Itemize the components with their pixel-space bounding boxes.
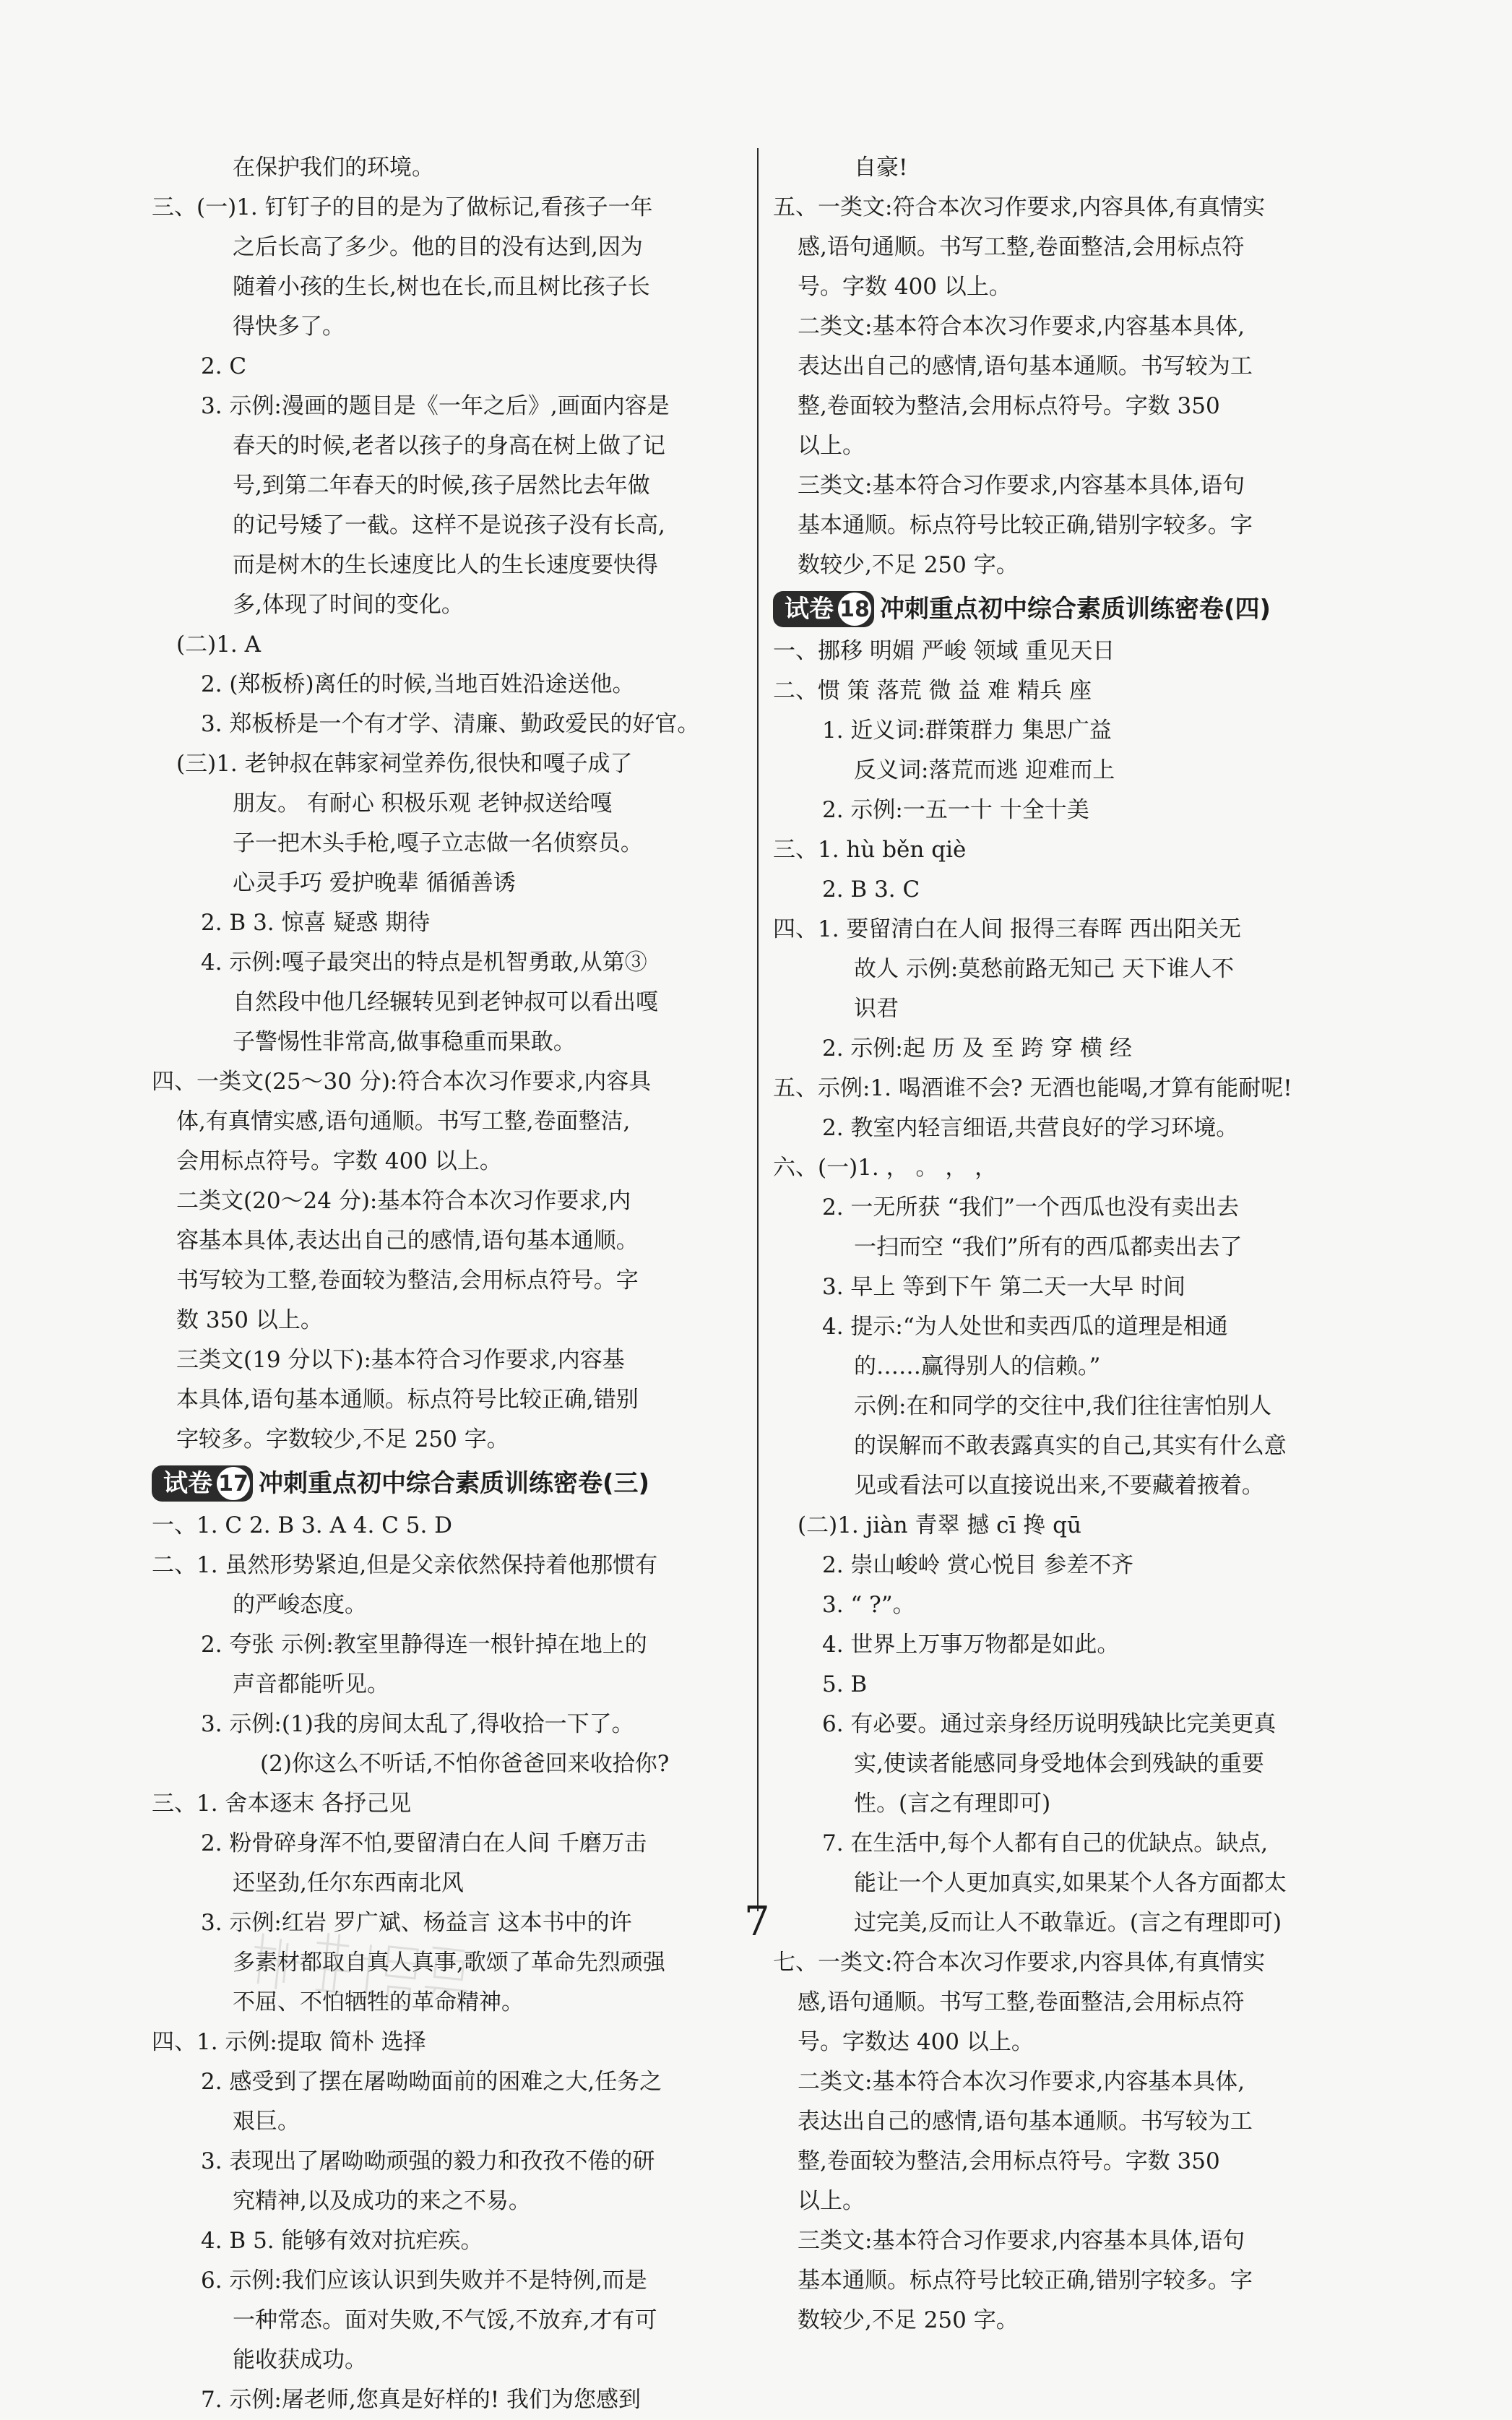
answer-line: 以上。 [798,433,865,459]
answer-line: 三类文:基本符合习作要求,内容基本具体,语句 [798,2228,1245,2254]
answer-line: 二、1. 虽然形势紧迫,但是父亲依然保持着他那惯有 [152,1552,658,1578]
answer-line: 2. C [201,353,247,379]
answer-line: 随着小孩的生长,树也在长,而且树比孩子长 [233,274,650,300]
answer-line: 2. 崇山峻岭 赏心悦目 参差不齐 [822,1552,1134,1578]
answer-line: 子警惕性非常高,做事稳重而果敢。 [233,1029,576,1055]
answer-line: 故人 示例:莫愁前路无知己 天下谁人不 [854,956,1235,982]
answer-line: 整,卷面较为整洁,会用标点符号。字数 350 [798,2148,1220,2174]
answer-line: 不屈、不怕牺牲的革命精神。 [233,1989,524,2015]
answer-line: 一扫而空 “我们”所有的西瓜都卖出去了 [854,1234,1243,1260]
answer-line: 书写较为工整,卷面较为整洁,会用标点符号。字 [176,1267,639,1293]
answer-line: 数 350 以上。 [176,1307,323,1333]
answer-line: 容基本具体,表达出自己的感情,语句基本通顺。 [176,1228,639,1254]
answer-line: 之后长高了多少。他的目的没有达到,因为 [233,234,643,260]
answer-line: 识君 [854,996,899,1022]
answer-line: 2. 感受到了摆在屠呦呦面前的困难之大,任务之 [201,2069,662,2095]
answer-line: 艰巨。 [233,2109,300,2135]
answer-line: 2. 示例:一五一十 十全十美 [822,797,1089,823]
answer-line: 2. 教室内轻言细语,共营良好的学习环境。 [822,1115,1239,1141]
answer-line: 7. 在生活中,每个人都有自己的优缺点。缺点, [822,1830,1269,1856]
answer-line: 五、一类文:符合本次习作要求,内容具体,有真情实 [773,194,1266,220]
answer-line: 6. 有必要。通过亲身经历说明残缺比完美更真 [822,1711,1276,1737]
answer-line: 还坚劲,任尔东西南北风 [233,1870,464,1896]
answer-line: 一种常态。面对失败,不气馁,不放弃,才有可 [233,2307,657,2333]
answer-line: 表达出自己的感情,语句基本通顺。书写较为工 [798,2109,1253,2135]
answer-line: 声音都能听见。 [233,1671,389,1697]
answer-line: 7. 示例:屠老师,您真是好样的! 我们为您感到 [201,2387,641,2413]
answer-line: 3. 表现出了屠呦呦顽强的毅力和孜孜不倦的研 [201,2148,655,2174]
answer-line: (2)你这么不听话,不怕你爸爸回来收拾你? [260,1751,670,1777]
answer-line: 反义词:落荒而逃 迎难而上 [854,757,1115,783]
paper-badge [773,591,874,627]
answer-line: 体,有真情实感,语句通顺。书写工整,卷面整洁, [176,1108,631,1134]
answer-line: 三类文(19 分以下):基本符合习作要求,内容基 [176,1347,625,1373]
column-divider [757,148,759,1911]
paper-badge-label: 试卷 [163,1468,212,1498]
answer-line: 5. B [822,1671,868,1697]
answer-line: 四、一类文(25～30 分):符合本次习作要求,内容具 [152,1069,652,1095]
answer-line: 表达出自己的感情,语句基本通顺。书写较为工 [798,353,1253,379]
answer-line: 自然段中他几经辗转见到老钟叔可以看出嘎 [233,989,658,1015]
page-number: 7 [744,1898,770,1945]
answer-line: 的记号矮了一截。这样不是说孩子没有长高, [233,512,665,538]
answer-line: 过完美,反而让人不敢靠近。(言之有理即可) [854,1910,1282,1936]
paper-badge-label: 试卷 [785,594,834,624]
answer-line: 的……赢得别人的信赖。” [854,1353,1101,1379]
answer-line: 性。(言之有理即可) [854,1791,1051,1817]
answer-line: 整,卷面较为整洁,会用标点符号。字数 350 [798,393,1220,419]
answer-line: 4. 提示:“为人处世和卖西瓜的道理是相通 [822,1314,1228,1340]
paper-header [773,588,1387,630]
answer-line: (三)1. 老钟叔在韩家祠堂养伤,很快和嘎子成了 [176,751,633,777]
answer-line: 能收获成功。 [233,2347,367,2373]
answer-line: 一、挪移 明媚 严峻 领域 重见天日 [773,638,1115,664]
answer-line: 多,体现了时间的变化。 [233,592,464,618]
answer-line: 得快多了。 [233,314,345,340]
answer-line: 自豪! [854,155,908,181]
answer-line: 的严峻态度。 [233,1592,367,1618]
answer-line: 心灵手巧 爱护晚辈 循循善诱 [233,870,516,896]
answer-line: 一、1. C 2. B 3. A 4. C 5. D [152,1512,453,1538]
answer-line: 多素材都取自真人真事,歌颂了革命先烈顽强 [233,1950,665,1976]
answer-line: 数较少,不足 250 字。 [798,552,1019,578]
answer-line: 基本通顺。标点符号比较正确,错别字较多。字 [798,512,1253,538]
answer-line: 子一把木头手枪,嘎子立志做一名侦察员。 [233,830,643,856]
paper-header [152,1463,746,1504]
answer-line: 三、1. hù běn qiè [773,837,967,863]
answer-line: 四、1. 要留清白在人间 报得三春晖 西出阳关无 [773,916,1242,942]
answer-line: 3. 早上 等到下午 第二天一大早 时间 [822,1274,1185,1300]
answer-line: 2. 示例:起 历 及 至 跨 穿 横 经 [822,1035,1132,1062]
answer-line: 感,语句通顺。书写工整,卷面整洁,会用标点符 [798,234,1245,260]
answer-line: 实,使读者能感同身受地体会到残缺的重要 [854,1751,1264,1777]
paper-number: 18 [838,593,871,626]
answer-line: 二类文:基本符合本次习作要求,内容基本具体, [798,314,1245,340]
answer-line: 在保护我们的环境。 [233,155,434,181]
answer-line: 六、(一)1. ， 。 ， ， [773,1155,998,1181]
answer-line: 而是树木的生长速度比人的生长速度要快得 [233,552,658,578]
answer-line: 2. B 3. C [822,877,920,903]
answer-line: 号。字数 400 以上。 [798,274,1011,300]
right-column [773,148,1387,2341]
answer-line: 二、惯 策 落荒 微 益 难 精兵 座 [773,678,1092,704]
answer-line: 2. 一无所获 “我们”一个西瓜也没有卖出去 [822,1194,1239,1220]
answer-line: 4. 世界上万事万物都是如此。 [822,1632,1120,1658]
answer-line: 3. 示例:漫画的题目是《一年之后》,画面内容是 [201,393,670,419]
answer-line: 本具体,语句基本通顺。标点符号比较正确,错别 [176,1387,639,1413]
answer-line: 感,语句通顺。书写工整,卷面整洁,会用标点符 [798,1989,1245,2015]
answer-line: 2. 夸张 示例:教室里静得连一根针掉在地上的 [201,1632,647,1658]
answer-line: 三类文:基本符合习作要求,内容基本具体,语句 [798,473,1245,499]
answer-line: 朋友。 有耐心 积极乐观 老钟叔送给嘎 [233,791,613,817]
answer-line: 4. B 5. 能够有效对抗疟疾。 [201,2228,483,2254]
answer-line: 4. 示例:嘎子最突出的特点是机智勇敢,从第③ [201,950,647,976]
paper-title: 冲刺重点初中综合素质训练密卷(三) [259,1468,650,1498]
answer-line: 3. 郑板桥是一个有才学、清廉、勤政爱民的好官。 [201,711,700,737]
answer-line: 七、一类文:符合本次习作要求,内容具体,有真情实 [773,1950,1266,1976]
answer-line: 字较多。字数较少,不足 250 字。 [176,1426,509,1452]
answer-line: 3. “ ?”。 [822,1592,915,1618]
answer-line: (二)1. jiàn 青翠 撼 cī 搀 qū [798,1512,1081,1538]
answer-line: 三、(一)1. 钉钉子的目的是为了做标记,看孩子一年 [152,194,653,220]
answer-line: 能让一个人更加真实,如果某个人各方面都太 [854,1870,1287,1896]
answer-line: 究精神,以及成功的来之不易。 [233,2188,531,2214]
answer-line: 见或看法可以直接说出来,不要藏着掖着。 [854,1473,1264,1499]
answer-line: 数较少,不足 250 字。 [798,2307,1019,2333]
paper-number: 17 [217,1467,250,1500]
answer-line: 1. 近义词:群策群力 集思广益 [822,718,1112,744]
answer-line: 示例:在和同学的交往中,我们往往害怕别人 [854,1393,1272,1419]
answer-line: 二类文:基本符合本次习作要求,内容基本具体, [798,2069,1245,2095]
answer-line: 6. 示例:我们应该认识到失败并不是特例,而是 [201,2268,647,2294]
answer-line: 2. B 3. 惊喜 疑惑 期待 [201,910,431,936]
answer-line: 3. 示例:红岩 罗广斌、杨益言 这本书中的许 [201,1910,632,1936]
answer-line: 2. (郑板桥)离任的时候,当地百姓沿途送他。 [201,671,635,697]
answer-line: (二)1. A [176,632,262,658]
answer-line: 四、1. 示例:提取 简朴 选择 [152,2029,426,2055]
answer-line: 的误解而不敢表露真实的自己,其实有什么意 [854,1433,1287,1459]
answer-line: 三、1. 舍本逐末 各抒己见 [152,1791,412,1817]
answer-line: 号。字数达 400 以上。 [798,2029,1034,2055]
answer-line: 号,到第二年春天的时候,孩子居然比去年做 [233,473,650,499]
answer-line: 会用标点符号。字数 400 以上。 [176,1148,502,1174]
answer-line: 以上。 [798,2188,865,2214]
answer-line: 3. 示例:(1)我的房间太乱了,得收拾一下了。 [201,1711,634,1737]
left-column [152,148,746,2420]
answer-line: 春天的时候,老者以孩子的身高在树上做了记 [233,433,665,459]
answer-line: 基本通顺。标点符号比较正确,错别字较多。字 [798,2268,1253,2294]
paper-title: 冲刺重点初中综合素质训练密卷(四) [880,594,1271,624]
answer-line: 2. 粉骨碎身浑不怕,要留清白在人间 千磨万击 [201,1830,647,1856]
paper-badge [152,1465,253,1502]
answer-line: 五、示例:1. 喝酒谁不会? 无酒也能喝,才算有能耐呢! [773,1075,1292,1101]
answer-line: 二类文(20～24 分):基本符合本次习作要求,内 [176,1188,631,1214]
